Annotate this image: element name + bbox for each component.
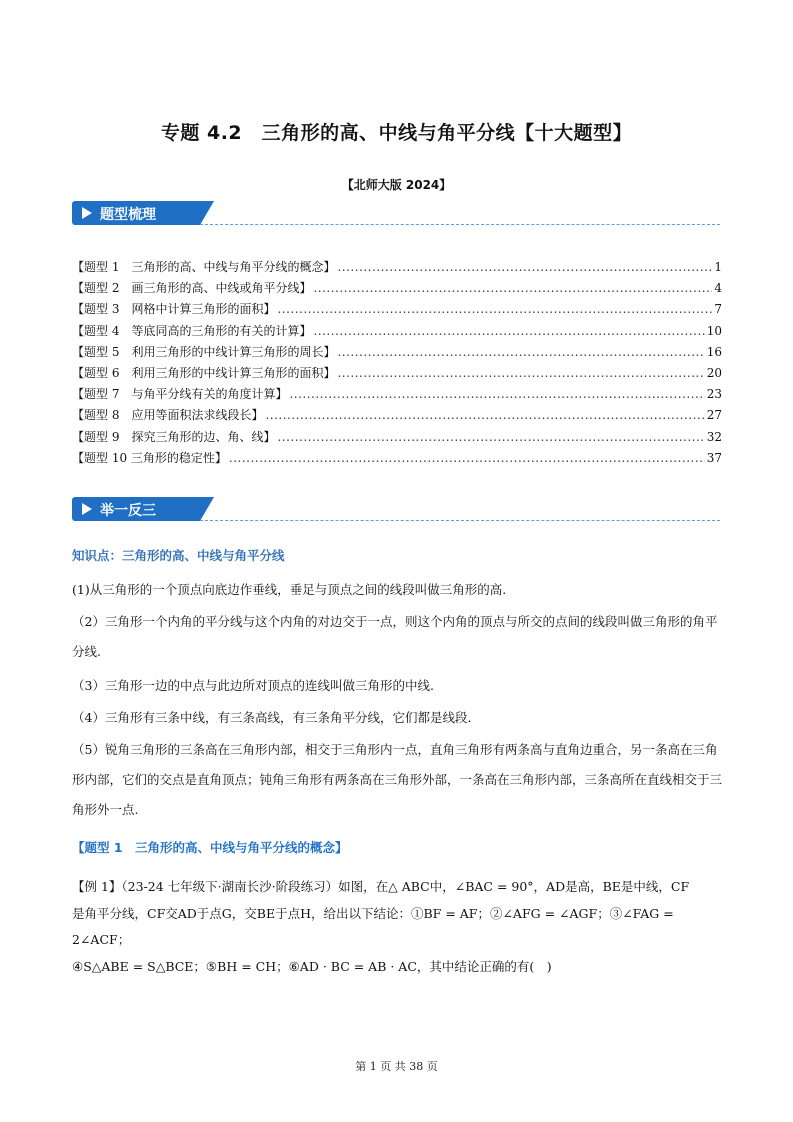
toc-entry[interactable] — [72, 300, 722, 321]
toc-entry-label: 【题型 2 画三角形的高、中线或角平分线】 — [72, 281, 312, 296]
play-arrow-icon — [82, 503, 92, 515]
toc-entry-page: 37 — [706, 450, 722, 465]
section-header-overview — [72, 201, 720, 227]
page-footer: 第 1 页 共 38 页 — [355, 1060, 438, 1073]
toc-entry-page: 7 — [714, 302, 722, 317]
dashed-divider — [200, 224, 720, 225]
toc-entry-page: 1 — [714, 260, 722, 274]
toc-entry-label: 【题型 8 应用等面积法求线段长】 — [72, 408, 264, 423]
toc-entry-page: 20 — [706, 365, 722, 380]
toc-entry[interactable] — [72, 343, 722, 364]
knowledge-paragraph: (1)从三角形的一个顶点向底边作垂线，垂足与顶点之间的线段叫做三角形的高. — [72, 582, 507, 597]
toc-entry[interactable] — [72, 364, 722, 385]
toc-entry[interactable] — [72, 385, 722, 406]
table-of-contents — [72, 258, 722, 470]
toc-entry[interactable] — [72, 258, 722, 279]
knowledge-paragraph: （4）三角形有三条中线，有三条高线，有三条角平分线，它们都是线段. — [72, 710, 472, 725]
example-line: 是角平分线，CF交AD于点G，交BE于点H，给出以下结论：①BF = AF；②∠AFG = ∠AGF；③∠FAG = 2∠ACF； — [72, 905, 674, 947]
toc-entry-page: 10 — [706, 323, 722, 338]
example-line: ④S△ABE = S△BCE；⑤BH = CH；⑥AD · BC = AB · AC，其中结论正确的有( ) — [72, 958, 552, 974]
play-arrow-icon — [82, 207, 92, 219]
example-problem — [72, 874, 722, 980]
toc-entry-label: 【题型 5 利用三角形的中线计算三角形的周长】 — [72, 344, 336, 359]
example-line: 【例 1】（23-24 七年级下·湖南长沙·阶段练习）如图，在△ ABC中，∠BAC = 90°，AD是高，BE是中线，CF — [72, 879, 690, 894]
dashed-divider — [200, 520, 720, 521]
toc-entry-page: 27 — [706, 408, 722, 423]
toc-entry-page: 23 — [706, 387, 722, 402]
toc-entry-label: 【题型 1 三角形的高、中线与角平分线的概念】 — [72, 260, 336, 274]
section-title: 举一反三 — [100, 503, 156, 519]
page-title: 专题 4.2 三角形的高、中线与角平分线【十大题型】 — [160, 122, 633, 144]
toc-entry[interactable] — [72, 279, 722, 300]
toc-entry-page: 16 — [706, 344, 722, 359]
toc-entry[interactable] — [72, 322, 722, 343]
section-header-practice — [72, 497, 720, 523]
toc-entry-label: 【题型 10 三角形的稳定性】 — [72, 450, 227, 465]
toc-entry-label: 【题型 3 网格中计算三角形的面积】 — [72, 302, 276, 317]
knowledge-paragraph: （2）三角形一个内角的平分线与这个内角的对边交于一点，则这个内角的顶点与所交的点间的线段叫做三角形的角平分线. — [72, 614, 718, 659]
knowledge-paragraph: （5）锐角三角形的三条高在三角形内部，相交于三角形内一点，直角三角形有两条高与直角边重合，另一条高在三角形内部，它们的交点是直角顶点；钝角三角形有两条高在三角形外部，一条高在三角形内部，三条高所在直线相交于三角形外一点. — [72, 742, 723, 817]
toc-entry-label: 【题型 4 等底同高的三角形的有关的计算】 — [72, 323, 312, 338]
toc-entry-page: 32 — [706, 429, 722, 444]
toc-entry-label: 【题型 7 与角平分线有关的角度计算】 — [72, 387, 288, 402]
toc-entry[interactable] — [72, 406, 722, 427]
section-title: 题型梳理 — [100, 207, 156, 223]
topic-heading: 【题型 1 三角形的高、中线与角平分线的概念】 — [72, 840, 348, 855]
toc-entry[interactable] — [72, 428, 722, 449]
edition-label: 【北师大版 2024】 — [341, 178, 452, 192]
knowledge-point-title: 知识点：三角形的高、中线与角平分线 — [72, 548, 285, 563]
toc-entry-label: 【题型 6 利用三角形的中线计算三角形的面积】 — [72, 365, 336, 380]
knowledge-paragraph: （3）三角形一边的中点与此边所对顶点的连线叫做三角形的中线. — [72, 678, 434, 693]
toc-entry-label: 【题型 9 探究三角形的边、角、线】 — [72, 429, 276, 444]
toc-entry[interactable] — [72, 449, 722, 470]
toc-entry-page: 4 — [714, 281, 722, 296]
